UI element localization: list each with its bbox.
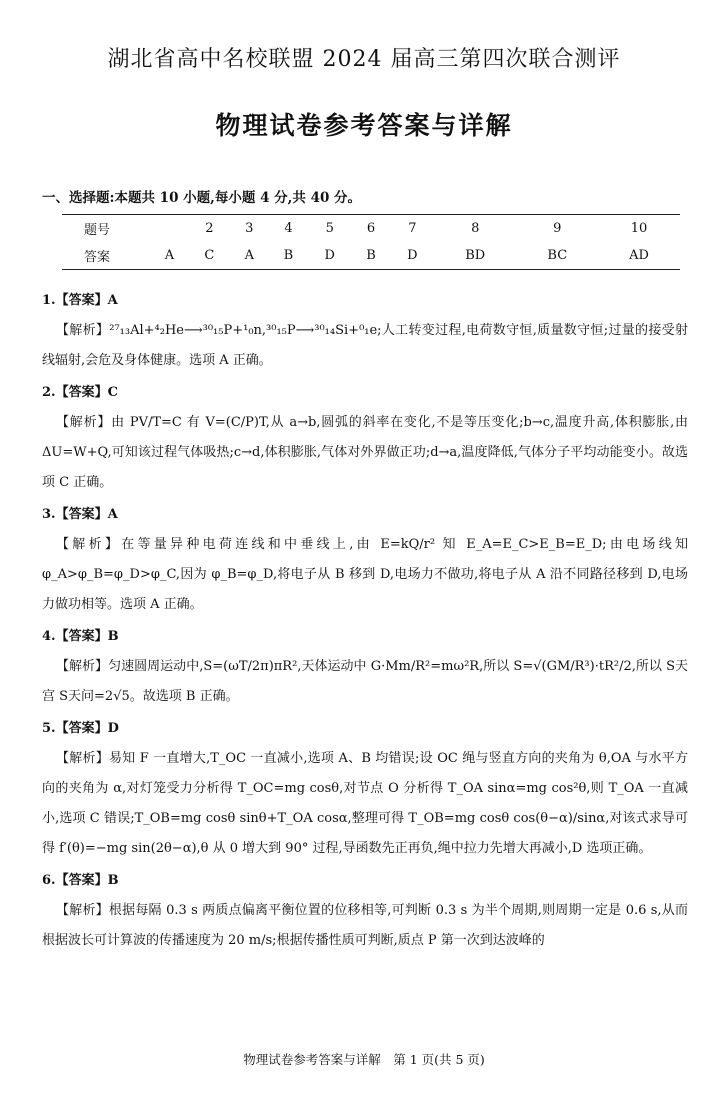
question-number-cell: 10	[598, 215, 680, 243]
answer-cell: A	[230, 242, 269, 270]
question-number-cell: 6	[351, 215, 391, 243]
question-number-cell: 8	[434, 215, 517, 243]
answer-cell: B	[351, 242, 391, 270]
question-number-cell: 3	[230, 215, 269, 243]
answer-cell: D	[308, 242, 351, 270]
answer-table	[62, 214, 680, 270]
question-number-cell	[150, 215, 189, 243]
question-number-cell: 9	[516, 215, 598, 243]
answer-cell: BC	[516, 242, 598, 270]
explanation: 【解析】在等量异种电荷连线和中垂线上,由 E=kQ/r² 知 E_A=E_C>E_B=E_D;由电场线知 φ_A>φ_B=φ_D>φ_C,因为 φ_B=φ_D,将电子从 B 移到 D,电场力不做功,将电子从 A 沿不同路径移到 D,电场力做功相等。选项 A 正确。	[42, 537, 688, 612]
answer-cell: C	[189, 242, 230, 270]
question-number-cell: 2	[189, 215, 230, 243]
answer-cell: A	[150, 242, 189, 270]
question-number-cell: 4	[269, 215, 309, 243]
question-number-row	[62, 215, 680, 243]
row-label: 题号	[62, 215, 150, 243]
explanation: 【解析】匀速圆周运动中,S=(ωT/2π)πR²,天体运动中 G·Mm/R²=mω²R,所以 S=√(GM/R³)·tR²/2,所以 S天宫 S天问=2√5。故选项 B 正确。	[42, 659, 688, 704]
answer-heading: 5.【答案】D	[42, 721, 119, 736]
section-heading: 一、选择题:本题共 10 小题,每小题 4 分,共 40 分。	[42, 190, 362, 206]
explanation: 【解析】根据每隔 0.3 s 两质点偏离平衡位置的位移相等,可判断 0.3 s 为半个周期,则周期一定是 0.6 s,从而根据波长可计算波的传播速度为 20 m/s;根据传播性质可判断,质点 P 第一次到达波峰的	[42, 903, 688, 948]
solutions	[42, 284, 688, 956]
explanation: 【解析】易知 F 一直增大,T_OC 一直减小,选项 A、B 均错误;设 OC 绳与竖直方向的夹角为 θ,OA 与水平方向的夹角为 α,对灯笼受力分析得 T_OC=mg cosθ,对节点 O 分析得 T_OA sinα=mg cos²θ,则 T_OA 一直减小,选项 C 错误;T_OB=mg cosθ sinθ+T_OA cosα,整理可得 T_OB=mg cosθ cos(θ−α)/sinα,对该式求导可得 f′(θ)=−mg sin(2θ−α),θ 从 0 增大到 90° 过程,导函数先正再负,绳中拉力先增大再减小,D 选项正确。	[42, 751, 688, 856]
answer-heading: 3.【答案】A	[42, 507, 118, 522]
answer-row	[62, 242, 680, 270]
explanation: 【解析】²⁷₁₃Al+⁴₂He⟶³⁰₁₅P+¹₀n,³⁰₁₅P⟶³⁰₁₄Si+⁰₁e;人工转变过程,电荷数守恒,质量数守恒;过量的接受射线辐射,会危及身体健康。选项 A 正确。	[42, 323, 688, 368]
explanation: 【解析】由 PV/T=C 有 V=(C/P)T,从 a→b,圆弧的斜率在变化,不是等压变化;b→c,温度升高,体积膨胀,由 ΔU=W+Q,可知该过程气体吸热;c→d,体积膨胀,气体对外界做正功;d→a,温度降低,气体分子平均动能变小。故选项 C 正确。	[42, 415, 688, 490]
question-number-cell: 7	[391, 215, 434, 243]
answer-cell: BD	[434, 242, 517, 270]
question-number-cell: 5	[308, 215, 351, 243]
answer-heading: 4.【答案】B	[42, 629, 119, 644]
document-subtitle: 物理试卷参考答案与详解	[215, 111, 513, 140]
answer-heading: 1.【答案】A	[42, 293, 118, 308]
row-label: 答案	[62, 242, 150, 270]
exam-title: 湖北省高中名校联盟 2024 届高三第四次联合测评	[107, 47, 621, 72]
answer-cell: D	[391, 242, 434, 270]
page-footer: 物理试卷参考答案与详解 第 1 页(共 5 页)	[243, 1052, 485, 1067]
answer-cell: B	[269, 242, 309, 270]
answer-cell: AD	[598, 242, 680, 270]
answer-heading: 6.【答案】B	[42, 873, 119, 888]
answer-heading: 2.【答案】C	[42, 385, 118, 400]
